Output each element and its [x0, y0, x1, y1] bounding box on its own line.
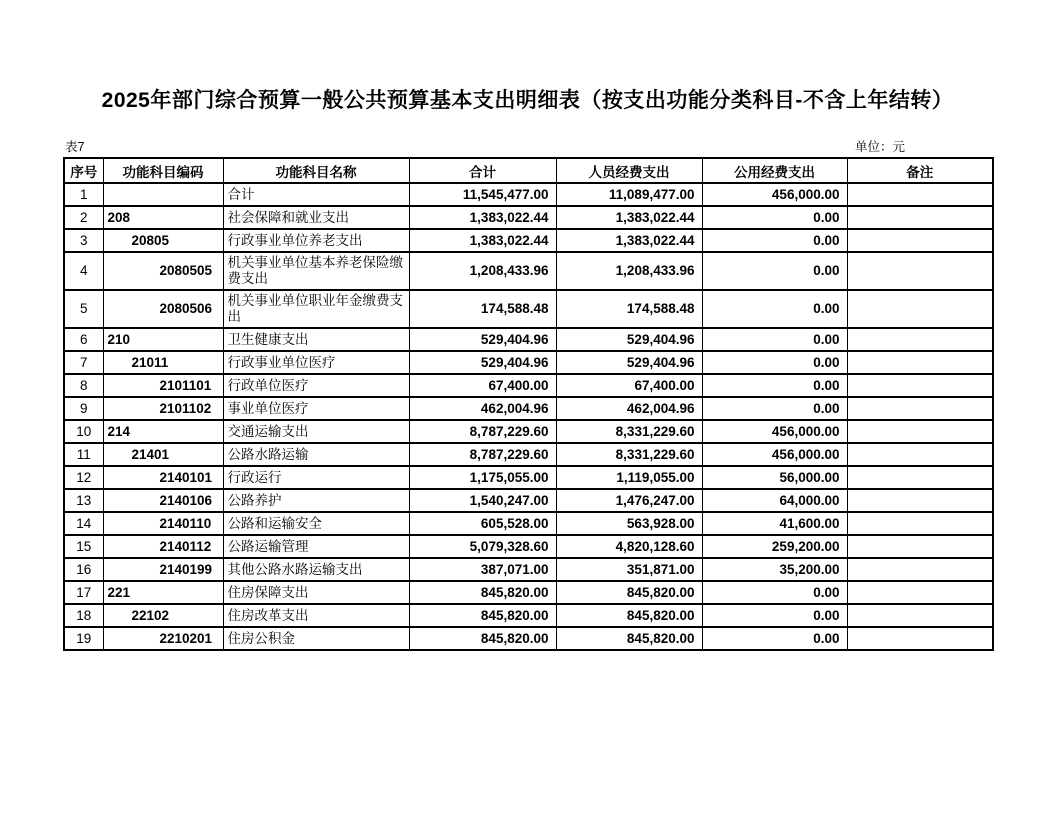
cell-name: 公路水路运输 [223, 443, 409, 466]
cell-personnel: 1,208,433.96 [556, 252, 702, 290]
cell-name: 公路和运输安全 [223, 512, 409, 535]
cell-total: 8,787,229.60 [409, 443, 556, 466]
cell-seq: 9 [64, 397, 103, 420]
cell-note [847, 206, 993, 229]
budget-table [63, 157, 994, 651]
cell-personnel: 529,404.96 [556, 328, 702, 351]
column-header-note: 备注 [847, 158, 993, 183]
cell-code: 214 [103, 420, 223, 443]
table-row [64, 252, 993, 290]
table-row [64, 558, 993, 581]
cell-seq: 13 [64, 489, 103, 512]
cell-seq: 3 [64, 229, 103, 252]
cell-code: 2140101 [103, 466, 223, 489]
cell-total: 845,820.00 [409, 581, 556, 604]
cell-seq: 7 [64, 351, 103, 374]
cell-personnel: 845,820.00 [556, 604, 702, 627]
cell-public: 64,000.00 [702, 489, 847, 512]
cell-seq: 11 [64, 443, 103, 466]
table-row [64, 328, 993, 351]
cell-code: 21011 [103, 351, 223, 374]
column-header-code: 功能科目编码 [103, 158, 223, 183]
cell-seq: 1 [64, 183, 103, 206]
cell-public: 0.00 [702, 581, 847, 604]
cell-name: 住房公积金 [223, 627, 409, 650]
cell-total: 462,004.96 [409, 397, 556, 420]
cell-code: 210 [103, 328, 223, 351]
cell-total: 845,820.00 [409, 604, 556, 627]
cell-total: 1,540,247.00 [409, 489, 556, 512]
cell-public: 456,000.00 [702, 183, 847, 206]
cell-total: 8,787,229.60 [409, 420, 556, 443]
table-row [64, 397, 993, 420]
table-row [64, 290, 993, 328]
cell-seq: 17 [64, 581, 103, 604]
cell-public: 0.00 [702, 374, 847, 397]
table-row [64, 581, 993, 604]
cell-name: 行政事业单位医疗 [223, 351, 409, 374]
cell-code: 2080506 [103, 290, 223, 328]
cell-total: 1,383,022.44 [409, 229, 556, 252]
cell-public: 456,000.00 [702, 420, 847, 443]
cell-personnel: 174,588.48 [556, 290, 702, 328]
cell-note [847, 351, 993, 374]
cell-seq: 19 [64, 627, 103, 650]
cell-public: 56,000.00 [702, 466, 847, 489]
cell-note [847, 581, 993, 604]
cell-public: 0.00 [702, 206, 847, 229]
cell-code: 2140106 [103, 489, 223, 512]
cell-personnel: 4,820,128.60 [556, 535, 702, 558]
cell-public: 0.00 [702, 328, 847, 351]
cell-seq: 2 [64, 206, 103, 229]
cell-code: 2210201 [103, 627, 223, 650]
cell-code: 2140110 [103, 512, 223, 535]
cell-note [847, 627, 993, 650]
cell-personnel: 462,004.96 [556, 397, 702, 420]
column-header-total: 合计 [409, 158, 556, 183]
cell-public: 0.00 [702, 397, 847, 420]
cell-code: 208 [103, 206, 223, 229]
cell-name: 社会保障和就业支出 [223, 206, 409, 229]
column-header-name: 功能科目名称 [223, 158, 409, 183]
cell-name: 卫生健康支出 [223, 328, 409, 351]
table-row [64, 489, 993, 512]
cell-name: 机关事业单位基本养老保险缴费支出 [223, 252, 409, 290]
cell-name: 公路养护 [223, 489, 409, 512]
cell-seq: 6 [64, 328, 103, 351]
column-header-public: 公用经费支出 [702, 158, 847, 183]
cell-personnel: 1,476,247.00 [556, 489, 702, 512]
cell-total: 5,079,328.60 [409, 535, 556, 558]
table-row [64, 466, 993, 489]
cell-personnel: 8,331,229.60 [556, 420, 702, 443]
cell-code [103, 183, 223, 206]
cell-name: 其他公路水路运输支出 [223, 558, 409, 581]
cell-name: 公路运输管理 [223, 535, 409, 558]
cell-note [847, 328, 993, 351]
cell-seq: 8 [64, 374, 103, 397]
cell-name: 机关事业单位职业年金缴费支出 [223, 290, 409, 328]
table-row [64, 604, 993, 627]
table-header [64, 158, 993, 183]
table-header-row [64, 158, 993, 183]
column-header-personnel: 人员经费支出 [556, 158, 702, 183]
cell-code: 2140112 [103, 535, 223, 558]
cell-total: 529,404.96 [409, 328, 556, 351]
cell-personnel: 351,871.00 [556, 558, 702, 581]
cell-personnel: 845,820.00 [556, 627, 702, 650]
cell-seq: 4 [64, 252, 103, 290]
cell-seq: 15 [64, 535, 103, 558]
cell-public: 35,200.00 [702, 558, 847, 581]
unit-label: 单位：元 [854, 140, 905, 154]
cell-public: 456,000.00 [702, 443, 847, 466]
cell-code: 20805 [103, 229, 223, 252]
cell-total: 1,383,022.44 [409, 206, 556, 229]
table-number-label: 表7 [65, 140, 85, 154]
cell-seq: 16 [64, 558, 103, 581]
cell-total: 1,208,433.96 [409, 252, 556, 290]
cell-code: 21401 [103, 443, 223, 466]
table-row [64, 374, 993, 397]
cell-personnel: 845,820.00 [556, 581, 702, 604]
cell-name: 合计 [223, 183, 409, 206]
table-row [64, 229, 993, 252]
page-title: 2025年部门综合预算一般公共预算基本支出明细表（按支出功能分类科目-不含上年结转） [101, 89, 954, 112]
cell-public: 0.00 [702, 229, 847, 252]
cell-seq: 10 [64, 420, 103, 443]
table-row [64, 443, 993, 466]
cell-public: 41,600.00 [702, 512, 847, 535]
cell-seq: 12 [64, 466, 103, 489]
cell-total: 845,820.00 [409, 627, 556, 650]
cell-seq: 14 [64, 512, 103, 535]
cell-name: 行政运行 [223, 466, 409, 489]
cell-public: 0.00 [702, 252, 847, 290]
cell-personnel: 1,383,022.44 [556, 206, 702, 229]
cell-personnel: 8,331,229.60 [556, 443, 702, 466]
cell-public: 0.00 [702, 627, 847, 650]
cell-name: 住房保障支出 [223, 581, 409, 604]
cell-note [847, 443, 993, 466]
table-meta-row [63, 137, 992, 157]
cell-code: 2080505 [103, 252, 223, 290]
column-header-seq: 序号 [64, 158, 103, 183]
cell-note [847, 420, 993, 443]
cell-total: 1,175,055.00 [409, 466, 556, 489]
cell-name: 行政事业单位养老支出 [223, 229, 409, 252]
cell-note [847, 489, 993, 512]
cell-note [847, 535, 993, 558]
table-row [64, 512, 993, 535]
cell-personnel: 529,404.96 [556, 351, 702, 374]
cell-code: 2140199 [103, 558, 223, 581]
cell-seq: 5 [64, 290, 103, 328]
cell-note [847, 183, 993, 206]
cell-code: 221 [103, 581, 223, 604]
cell-public: 0.00 [702, 604, 847, 627]
table-row [64, 420, 993, 443]
cell-code: 2101101 [103, 374, 223, 397]
cell-public: 0.00 [702, 351, 847, 374]
cell-personnel: 67,400.00 [556, 374, 702, 397]
cell-total: 529,404.96 [409, 351, 556, 374]
cell-name: 行政单位医疗 [223, 374, 409, 397]
cell-code: 2101102 [103, 397, 223, 420]
cell-public: 259,200.00 [702, 535, 847, 558]
cell-name: 住房改革支出 [223, 604, 409, 627]
cell-seq: 18 [64, 604, 103, 627]
cell-note [847, 512, 993, 535]
table-row [64, 627, 993, 650]
cell-name: 交通运输支出 [223, 420, 409, 443]
table-row [64, 351, 993, 374]
cell-code: 22102 [103, 604, 223, 627]
table-body [64, 183, 993, 650]
cell-name: 事业单位医疗 [223, 397, 409, 420]
cell-note [847, 604, 993, 627]
cell-note [847, 558, 993, 581]
cell-note [847, 466, 993, 489]
table-row [64, 535, 993, 558]
cell-personnel: 11,089,477.00 [556, 183, 702, 206]
table-row [64, 206, 993, 229]
cell-total: 11,545,477.00 [409, 183, 556, 206]
cell-personnel: 563,928.00 [556, 512, 702, 535]
cell-note [847, 252, 993, 290]
cell-personnel: 1,119,055.00 [556, 466, 702, 489]
cell-note [847, 229, 993, 252]
cell-total: 67,400.00 [409, 374, 556, 397]
cell-personnel: 1,383,022.44 [556, 229, 702, 252]
cell-public: 0.00 [702, 290, 847, 328]
table-row [64, 183, 993, 206]
cell-total: 605,528.00 [409, 512, 556, 535]
cell-note [847, 397, 993, 420]
cell-note [847, 290, 993, 328]
cell-total: 174,588.48 [409, 290, 556, 328]
cell-total: 387,071.00 [409, 558, 556, 581]
cell-note [847, 374, 993, 397]
